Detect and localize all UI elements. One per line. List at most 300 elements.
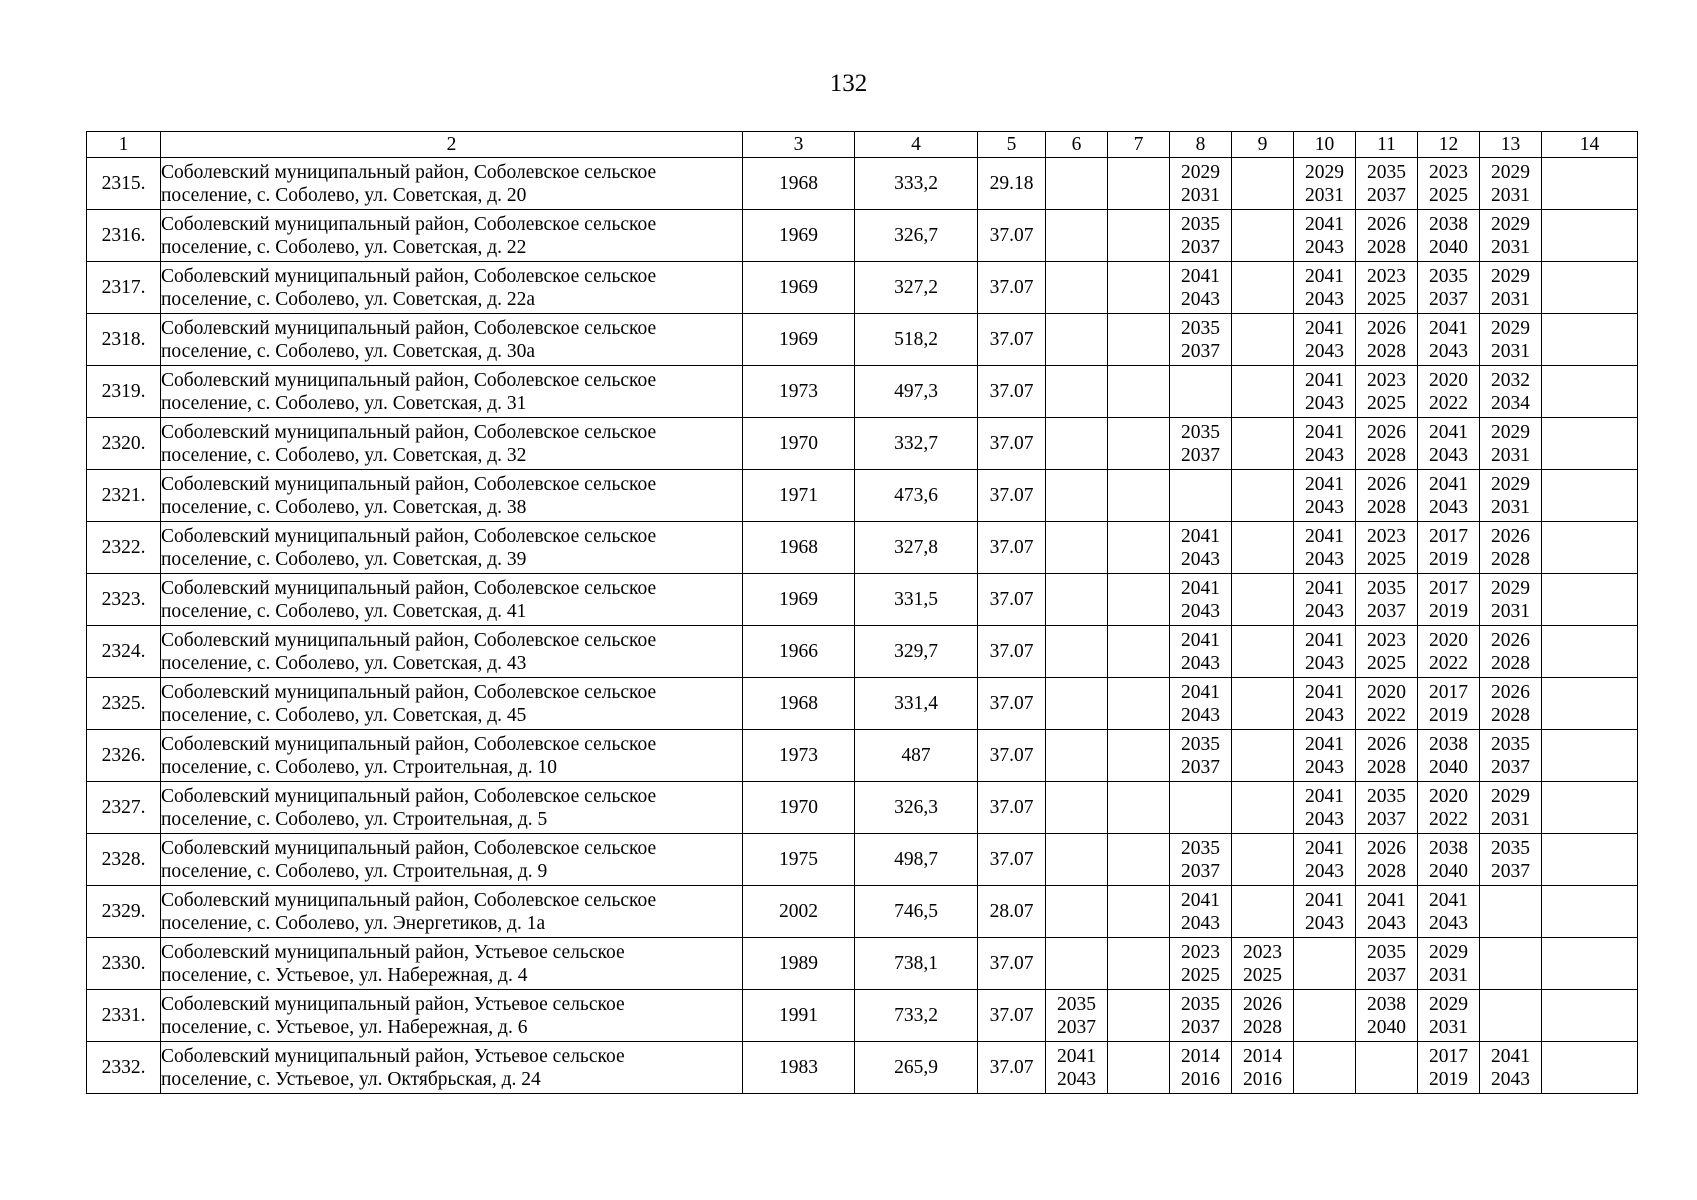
period-year: 2016 [1243,1068,1282,1090]
total-area: 473,6 [855,470,978,522]
row-number: 2326. [87,730,161,782]
total-area: 738,1 [855,938,978,990]
period-c11 [1356,1042,1418,1094]
period-c11 [1356,574,1418,626]
period-year: 2029 [1491,785,1530,807]
period-year: 2026 [1367,473,1406,495]
period-year: 2031 [1491,496,1530,518]
period-c6 [1046,782,1108,834]
period-year: 2031 [1181,184,1220,206]
period-c8 [1170,522,1232,574]
period-year: 2041 [1305,681,1344,703]
address-cell [161,782,743,834]
period-c11 [1356,730,1418,782]
period-c14 [1542,886,1638,938]
period-year: 2028 [1491,548,1530,570]
period-c13 [1480,1042,1542,1094]
period-c13 [1480,834,1542,886]
row-number: 2321. [87,470,161,522]
period-c9 [1232,366,1294,418]
total-area: 518,2 [855,314,978,366]
address-cell [161,158,743,210]
period-year: 2019 [1429,1068,1468,1090]
period-year: 2023 [1367,525,1406,547]
period-year: 2035 [1181,421,1220,443]
column-5-value: 37.07 [978,834,1046,886]
table-row [87,730,1638,782]
period-c14 [1542,938,1638,990]
period-year: 2041 [1429,317,1468,339]
build-year: 1968 [743,158,855,210]
address-cell [161,470,743,522]
period-c14 [1542,262,1638,314]
period-year: 2043 [1305,236,1344,258]
period-c12 [1418,262,1480,314]
row-number: 2322. [87,522,161,574]
period-c6 [1046,418,1108,470]
table-row [87,470,1638,522]
period-c6 [1046,366,1108,418]
period-year: 2041 [1305,421,1344,443]
period-c6 [1046,262,1108,314]
period-c6 [1046,626,1108,678]
housing-registry-table [86,131,1638,1094]
period-year: 2020 [1429,369,1468,391]
period-c8 [1170,626,1232,678]
period-year: 2026 [1243,993,1282,1015]
period-c11 [1356,522,1418,574]
period-c9 [1232,1042,1294,1094]
period-year: 2035 [1429,265,1468,287]
address-cell [161,574,743,626]
address-line: поселение, с. Соболево, ул. Советская, д. 31 [161,392,527,414]
period-year: 2025 [1367,652,1406,674]
address-line: поселение, с. Соболево, ул. Советская, д. 41 [161,600,527,622]
period-year: 2043 [1305,392,1344,414]
table-row [87,678,1638,730]
period-year: 2026 [1491,629,1530,651]
period-year: 2029 [1491,421,1530,443]
build-year: 1969 [743,314,855,366]
period-year: 2041 [1181,629,1220,651]
period-c13 [1480,262,1542,314]
period-year: 2029 [1429,993,1468,1015]
period-year: 2037 [1181,340,1220,362]
period-year: 2035 [1367,785,1406,807]
period-year: 2037 [1367,964,1406,986]
table-row [87,366,1638,418]
total-area: 333,2 [855,158,978,210]
period-year: 2028 [1367,496,1406,518]
period-c9 [1232,834,1294,886]
period-c7 [1108,1042,1170,1094]
period-c9 [1232,158,1294,210]
column-header-6: 6 [1046,132,1108,158]
period-year: 2028 [1367,756,1406,778]
period-c6 [1046,834,1108,886]
table-row [87,210,1638,262]
period-c14 [1542,990,1638,1042]
period-year: 2040 [1429,860,1468,882]
period-year: 2029 [1491,265,1530,287]
period-c7 [1108,366,1170,418]
row-number: 2331. [87,990,161,1042]
period-c10 [1294,886,1356,938]
period-year: 2014 [1181,1045,1220,1067]
period-year: 2029 [1491,577,1530,599]
period-c8 [1170,262,1232,314]
period-year: 2038 [1429,213,1468,235]
address-cell [161,366,743,418]
period-c10 [1294,730,1356,782]
period-year: 2019 [1429,548,1468,570]
period-year: 2028 [1367,444,1406,466]
period-year: 2041 [1305,577,1344,599]
period-year: 2043 [1057,1068,1096,1090]
period-year: 2034 [1491,392,1530,414]
column-5-value: 37.07 [978,418,1046,470]
period-c7 [1108,158,1170,210]
period-c14 [1542,730,1638,782]
period-c8 [1170,938,1232,990]
column-header-5: 5 [978,132,1046,158]
period-c13 [1480,210,1542,262]
period-c10 [1294,470,1356,522]
period-year: 2023 [1243,941,1282,963]
address-cell [161,678,743,730]
period-year: 2037 [1181,444,1220,466]
period-year: 2035 [1181,733,1220,755]
period-year: 2028 [1367,236,1406,258]
build-year: 1966 [743,626,855,678]
period-year: 2037 [1367,600,1406,622]
period-year: 2041 [1305,473,1344,495]
period-c11 [1356,990,1418,1042]
period-c14 [1542,210,1638,262]
column-5-value: 37.07 [978,990,1046,1042]
period-c10 [1294,574,1356,626]
period-c12 [1418,886,1480,938]
total-area: 326,3 [855,782,978,834]
column-header-13: 13 [1480,132,1542,158]
period-year: 2043 [1305,808,1344,830]
period-c7 [1108,938,1170,990]
period-year: 2043 [1181,548,1220,570]
period-c12 [1418,1042,1480,1094]
period-year: 2043 [1429,912,1468,934]
build-year: 1983 [743,1042,855,1094]
column-5-value: 37.07 [978,574,1046,626]
period-year: 2028 [1367,340,1406,362]
period-year: 2026 [1491,681,1530,703]
period-year: 2028 [1491,704,1530,726]
period-year: 2035 [1181,993,1220,1015]
table-row [87,886,1638,938]
row-number: 2315. [87,158,161,210]
period-year: 2040 [1429,236,1468,258]
period-year: 2043 [1305,912,1344,934]
total-area: 331,4 [855,678,978,730]
period-c13 [1480,314,1542,366]
period-year: 2031 [1429,964,1468,986]
period-c6 [1046,990,1108,1042]
row-number: 2325. [87,678,161,730]
table-row [87,782,1638,834]
address-cell [161,1042,743,1094]
period-c8 [1170,782,1232,834]
period-year: 2037 [1429,288,1468,310]
period-year: 2031 [1491,288,1530,310]
period-c11 [1356,782,1418,834]
period-c7 [1108,990,1170,1042]
period-year: 2043 [1305,600,1344,622]
period-c13 [1480,574,1542,626]
period-year: 2035 [1057,993,1096,1015]
address-line: Соболевский муниципальный район, Устьевое сельское [161,1045,625,1067]
table-row [87,834,1638,886]
period-year: 2022 [1429,652,1468,674]
period-year: 2041 [1305,629,1344,651]
period-year: 2020 [1429,629,1468,651]
period-c8 [1170,210,1232,262]
total-area: 498,7 [855,834,978,886]
period-year: 2040 [1429,756,1468,778]
address-line: Соболевский муниципальный район, Соболевское сельское [161,733,657,755]
column-header-8: 8 [1170,132,1232,158]
address-line: Соболевский муниципальный район, Соболевское сельское [161,473,657,495]
period-year: 2017 [1429,1045,1468,1067]
period-year: 2014 [1243,1045,1282,1067]
period-c6 [1046,574,1108,626]
address-cell [161,730,743,782]
period-year: 2022 [1429,392,1468,414]
period-year: 2037 [1181,236,1220,258]
column-header-10: 10 [1294,132,1356,158]
table-row [87,938,1638,990]
period-c12 [1418,314,1480,366]
address-cell [161,938,743,990]
period-year: 2017 [1429,525,1468,547]
period-year: 2028 [1243,1016,1282,1038]
period-c11 [1356,210,1418,262]
period-c13 [1480,886,1542,938]
period-c7 [1108,418,1170,470]
period-c10 [1294,834,1356,886]
address-line: поселение, с. Соболево, ул. Советская, д. 22 [161,236,527,258]
period-year: 2031 [1491,236,1530,258]
column-5-value: 37.07 [978,782,1046,834]
period-c10 [1294,262,1356,314]
period-year: 2026 [1367,733,1406,755]
period-c11 [1356,262,1418,314]
period-c9 [1232,782,1294,834]
address-cell [161,834,743,886]
table-row [87,314,1638,366]
build-year: 1968 [743,522,855,574]
table-row [87,522,1638,574]
period-c9 [1232,886,1294,938]
period-year: 2022 [1367,704,1406,726]
period-year: 2023 [1367,369,1406,391]
address-line: поселение, с. Соболево, ул. Советская, д. 22а [161,288,536,310]
period-year: 2037 [1491,756,1530,778]
period-year: 2031 [1491,808,1530,830]
period-year: 2037 [1367,808,1406,830]
build-year: 1989 [743,938,855,990]
period-c6 [1046,470,1108,522]
period-year: 2026 [1491,525,1530,547]
column-5-value: 37.07 [978,1042,1046,1094]
build-year: 1968 [743,678,855,730]
table-row [87,262,1638,314]
period-c14 [1542,834,1638,886]
period-c14 [1542,1042,1638,1094]
period-year: 2043 [1429,340,1468,362]
build-year: 1969 [743,262,855,314]
period-c9 [1232,522,1294,574]
period-c6 [1046,158,1108,210]
total-area: 326,7 [855,210,978,262]
period-year: 2025 [1367,392,1406,414]
period-year: 2043 [1491,1068,1530,1090]
period-year: 2020 [1429,785,1468,807]
period-year: 2031 [1429,1016,1468,1038]
period-c12 [1418,938,1480,990]
period-year: 2041 [1429,421,1468,443]
period-year: 2023 [1181,941,1220,963]
address-cell [161,886,743,938]
period-year: 2043 [1181,288,1220,310]
period-c13 [1480,522,1542,574]
total-area: 331,5 [855,574,978,626]
period-year: 2035 [1367,941,1406,963]
address-line: Соболевский муниципальный район, Устьевое сельское [161,941,625,963]
period-c9 [1232,990,1294,1042]
period-c12 [1418,678,1480,730]
total-area: 497,3 [855,366,978,418]
period-year: 2043 [1367,912,1406,934]
total-area: 332,7 [855,418,978,470]
total-area: 733,2 [855,990,978,1042]
row-number: 2323. [87,574,161,626]
period-year: 2041 [1429,889,1468,911]
row-number: 2332. [87,1042,161,1094]
period-year: 2043 [1305,444,1344,466]
period-year: 2038 [1429,733,1468,755]
period-year: 2040 [1367,1016,1406,1038]
period-c13 [1480,730,1542,782]
period-year: 2041 [1305,889,1344,911]
period-c10 [1294,678,1356,730]
row-number: 2328. [87,834,161,886]
address-line: Соболевский муниципальный район, Соболевское сельское [161,213,657,235]
address-line: поселение, с. Соболево, ул. Советская, д. 45 [161,704,527,726]
period-c14 [1542,470,1638,522]
table-header-row [87,132,1638,158]
period-c12 [1418,782,1480,834]
period-c11 [1356,886,1418,938]
period-c11 [1356,158,1418,210]
row-number: 2318. [87,314,161,366]
period-c12 [1418,522,1480,574]
address-line: поселение, с. Соболево, ул. Советская, д. 39 [161,548,527,570]
build-year: 1969 [743,210,855,262]
period-year: 2041 [1305,785,1344,807]
period-year: 2043 [1429,496,1468,518]
period-c14 [1542,418,1638,470]
address-line: Соболевский муниципальный район, Соболевское сельское [161,889,657,911]
period-c11 [1356,314,1418,366]
column-5-value: 29.18 [978,158,1046,210]
column-header-14: 14 [1542,132,1638,158]
period-year: 2035 [1367,577,1406,599]
period-year: 2037 [1181,756,1220,778]
period-c10 [1294,782,1356,834]
build-year: 2002 [743,886,855,938]
period-year: 2041 [1181,525,1220,547]
address-line: поселение, с. Соболево, ул. Строительная, д. 9 [161,860,548,882]
period-c10 [1294,626,1356,678]
period-year: 2043 [1305,548,1344,570]
period-year: 2029 [1491,317,1530,339]
total-area: 746,5 [855,886,978,938]
period-c13 [1480,158,1542,210]
period-year: 2037 [1181,860,1220,882]
address-line: поселение, с. Соболево, ул. Строительная, д. 10 [161,756,558,778]
period-c14 [1542,678,1638,730]
period-year: 2020 [1367,681,1406,703]
period-year: 2035 [1181,213,1220,235]
period-c7 [1108,886,1170,938]
period-c7 [1108,210,1170,262]
address-line: Соболевский муниципальный район, Соболевское сельское [161,317,657,339]
period-year: 2043 [1305,860,1344,882]
period-c13 [1480,470,1542,522]
address-line: поселение, с. Соболево, ул. Советская, д. 20 [161,184,527,206]
period-year: 2043 [1181,704,1220,726]
period-c10 [1294,158,1356,210]
address-line: Соболевский муниципальный район, Соболевское сельское [161,421,657,443]
column-header-4: 4 [855,132,978,158]
period-c10 [1294,314,1356,366]
period-year: 2035 [1181,837,1220,859]
period-c14 [1542,782,1638,834]
period-year: 2043 [1305,704,1344,726]
column-header-3: 3 [743,132,855,158]
period-year: 2023 [1429,161,1468,183]
period-c13 [1480,678,1542,730]
period-c8 [1170,366,1232,418]
period-c14 [1542,574,1638,626]
column-header-2: 2 [161,132,743,158]
build-year: 1970 [743,782,855,834]
column-5-value: 37.07 [978,678,1046,730]
period-c6 [1046,678,1108,730]
period-c9 [1232,574,1294,626]
period-year: 2041 [1305,317,1344,339]
period-year: 2041 [1491,1045,1530,1067]
period-c10 [1294,1042,1356,1094]
period-year: 2037 [1181,1016,1220,1038]
period-year: 2029 [1305,161,1344,183]
period-year: 2041 [1057,1045,1096,1067]
period-year: 2032 [1491,369,1530,391]
period-year: 2025 [1243,964,1282,986]
period-year: 2041 [1305,369,1344,391]
period-year: 2041 [1181,577,1220,599]
total-area: 327,2 [855,262,978,314]
period-year: 2041 [1367,889,1406,911]
